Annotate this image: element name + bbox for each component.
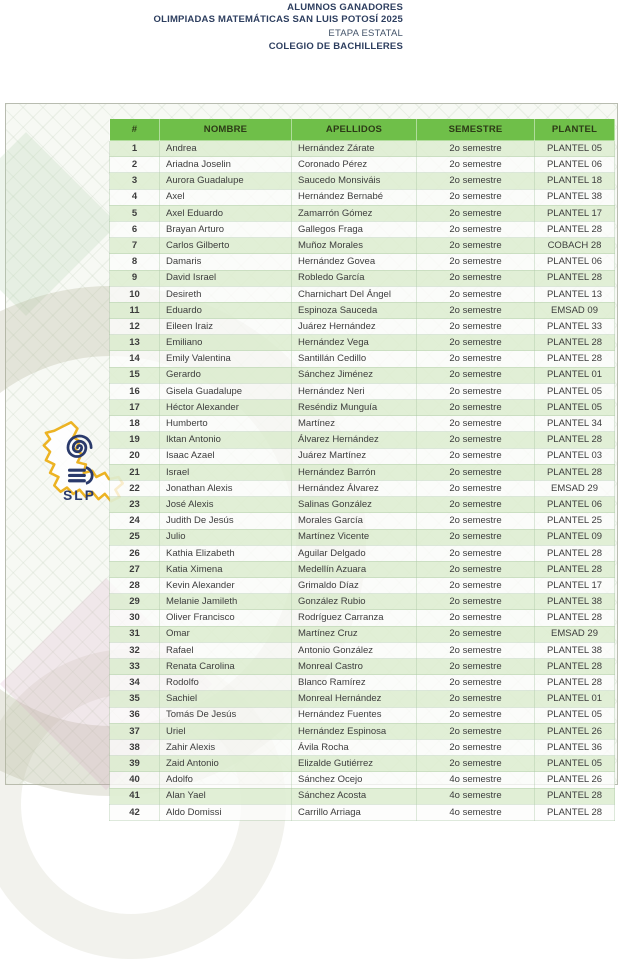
col-header-apellidos: APELLIDOS [292, 119, 417, 141]
table-row [110, 707, 615, 723]
rank-cell: 42 [110, 804, 160, 820]
plantel-cell: PLANTEL 05 [535, 383, 615, 399]
rank-cell: 22 [110, 480, 160, 496]
table-row [110, 513, 615, 529]
rank-cell: 40 [110, 772, 160, 788]
rank-cell: 33 [110, 659, 160, 675]
nombre-cell: Andrea [160, 141, 292, 157]
nombre-cell: David Israel [160, 270, 292, 286]
semestre-cell: 2o semestre [417, 497, 535, 513]
col-header-semestre: SEMESTRE [417, 119, 535, 141]
table-row [110, 545, 615, 561]
plantel-cell: PLANTEL 28 [535, 804, 615, 820]
rank-cell: 10 [110, 286, 160, 302]
semestre-cell: 2o semestre [417, 723, 535, 739]
nombre-cell: Iktan Antonio [160, 432, 292, 448]
col-header-nombre: NOMBRE [160, 119, 292, 141]
table-row [110, 804, 615, 820]
plantel-cell: PLANTEL 28 [535, 221, 615, 237]
plantel-cell: PLANTEL 09 [535, 529, 615, 545]
apellidos-cell: Sánchez Jiménez [292, 367, 417, 383]
semestre-cell: 2o semestre [417, 400, 535, 416]
table-row [110, 221, 615, 237]
plantel-cell: PLANTEL 18 [535, 173, 615, 189]
plantel-cell: PLANTEL 28 [535, 432, 615, 448]
semestre-cell: 2o semestre [417, 448, 535, 464]
apellidos-cell: Aguilar Delgado [292, 545, 417, 561]
rank-cell: 13 [110, 335, 160, 351]
table-row [110, 772, 615, 788]
table-row [110, 448, 615, 464]
rank-cell: 35 [110, 691, 160, 707]
table-row [110, 302, 615, 318]
semestre-cell: 4o semestre [417, 772, 535, 788]
semestre-cell: 2o semestre [417, 383, 535, 399]
semestre-cell: 2o semestre [417, 189, 535, 205]
plantel-cell: PLANTEL 26 [535, 772, 615, 788]
apellidos-cell: Reséndiz Munguía [292, 400, 417, 416]
header-row [110, 119, 615, 141]
nombre-cell: Omar [160, 626, 292, 642]
rank-cell: 26 [110, 545, 160, 561]
semestre-cell: 2o semestre [417, 513, 535, 529]
plantel-cell: PLANTEL 05 [535, 707, 615, 723]
nombre-cell: Zaid Antonio [160, 756, 292, 772]
table-row [110, 367, 615, 383]
semestre-cell: 2o semestre [417, 221, 535, 237]
semestre-cell: 2o semestre [417, 675, 535, 691]
apellidos-cell: Hernández Álvarez [292, 480, 417, 496]
rank-cell: 12 [110, 319, 160, 335]
semestre-cell: 2o semestre [417, 545, 535, 561]
apellidos-cell: Gallegos Fraga [292, 221, 417, 237]
rank-cell: 39 [110, 756, 160, 772]
table-row [110, 335, 615, 351]
nombre-cell: Humberto [160, 416, 292, 432]
plantel-cell: PLANTEL 25 [535, 513, 615, 529]
rank-cell: 7 [110, 238, 160, 254]
nombre-cell: Brayan Arturo [160, 221, 292, 237]
rank-cell: 15 [110, 367, 160, 383]
semestre-cell: 4o semestre [417, 804, 535, 820]
table-row [110, 578, 615, 594]
apellidos-cell: Medellín Azuara [292, 561, 417, 577]
table-row [110, 659, 615, 675]
semestre-cell: 2o semestre [417, 432, 535, 448]
rank-cell: 37 [110, 723, 160, 739]
plantel-cell: PLANTEL 28 [535, 270, 615, 286]
table-row [110, 238, 615, 254]
rank-cell: 18 [110, 416, 160, 432]
semestre-cell: 2o semestre [417, 529, 535, 545]
apellidos-cell: Grimaldo Díaz [292, 578, 417, 594]
apellidos-cell: González Rubio [292, 594, 417, 610]
plantel-cell: PLANTEL 28 [535, 561, 615, 577]
plantel-cell: PLANTEL 03 [535, 448, 615, 464]
nombre-cell: Aldo Domissi [160, 804, 292, 820]
nombre-cell: Oliver Francisco [160, 610, 292, 626]
table-row [110, 157, 615, 173]
rank-cell: 2 [110, 157, 160, 173]
nombre-cell: Gisela Guadalupe [160, 383, 292, 399]
rank-cell: 6 [110, 221, 160, 237]
plantel-cell: PLANTEL 34 [535, 416, 615, 432]
semestre-cell: 2o semestre [417, 286, 535, 302]
nombre-cell: Rodolfo [160, 675, 292, 691]
rank-cell: 24 [110, 513, 160, 529]
rank-cell: 4 [110, 189, 160, 205]
nombre-cell: Eduardo [160, 302, 292, 318]
nombre-cell: Emiliano [160, 335, 292, 351]
table-row [110, 432, 615, 448]
semestre-cell: 4o semestre [417, 788, 535, 804]
plantel-cell: PLANTEL 13 [535, 286, 615, 302]
apellidos-cell: Sánchez Acosta [292, 788, 417, 804]
nombre-cell: Eileen Iraiz [160, 319, 292, 335]
table-row [110, 675, 615, 691]
table-row [110, 205, 615, 221]
rank-cell: 31 [110, 626, 160, 642]
table-row [110, 739, 615, 755]
rank-cell: 3 [110, 173, 160, 189]
apellidos-cell: Hernández Bernabé [292, 189, 417, 205]
apellidos-cell: Hernández Zárate [292, 141, 417, 157]
table-body [110, 141, 615, 821]
nombre-cell: Melanie Jamileth [160, 594, 292, 610]
nombre-cell: Gerardo [160, 367, 292, 383]
semestre-cell: 2o semestre [417, 594, 535, 610]
plantel-cell: PLANTEL 38 [535, 642, 615, 658]
plantel-cell: PLANTEL 33 [535, 319, 615, 335]
plantel-cell: PLANTEL 17 [535, 205, 615, 221]
apellidos-cell: Hernández Barrón [292, 464, 417, 480]
semestre-cell: 2o semestre [417, 480, 535, 496]
table-row [110, 788, 615, 804]
plantel-cell: PLANTEL 01 [535, 691, 615, 707]
apellidos-cell: Hernández Vega [292, 335, 417, 351]
apellidos-cell: Santillán Cedillo [292, 351, 417, 367]
rank-cell: 41 [110, 788, 160, 804]
nombre-cell: José Alexis [160, 497, 292, 513]
plantel-cell: PLANTEL 06 [535, 497, 615, 513]
title-line-3: ETAPA ESTATAL [328, 28, 403, 39]
title-line-1: ALUMNOS GANADORES [287, 2, 403, 13]
plantel-cell: PLANTEL 28 [535, 610, 615, 626]
rank-cell: 27 [110, 561, 160, 577]
table-row [110, 319, 615, 335]
rank-cell: 1 [110, 141, 160, 157]
table-row [110, 464, 615, 480]
semestre-cell: 2o semestre [417, 642, 535, 658]
rank-cell: 32 [110, 642, 160, 658]
rank-cell: 23 [110, 497, 160, 513]
title-line-2: OLIMPIADAS MATEMÁTICAS SAN LUIS POTOSÍ 2025 [153, 14, 403, 25]
semestre-cell: 2o semestre [417, 302, 535, 318]
semestre-cell: 2o semestre [417, 659, 535, 675]
plantel-cell: PLANTEL 26 [535, 723, 615, 739]
watermark-green-diamond [0, 132, 118, 316]
semestre-cell: 2o semestre [417, 610, 535, 626]
rank-cell: 38 [110, 739, 160, 755]
semestre-cell: 2o semestre [417, 626, 535, 642]
semestre-cell: 2o semestre [417, 270, 535, 286]
nombre-cell: Kathia Elizabeth [160, 545, 292, 561]
table-row [110, 691, 615, 707]
rank-cell: 29 [110, 594, 160, 610]
nombre-cell: Tomás De Jesús [160, 707, 292, 723]
apellidos-cell: Blanco Ramírez [292, 675, 417, 691]
apellidos-cell: Monreal Hernández [292, 691, 417, 707]
plantel-cell: PLANTEL 28 [535, 464, 615, 480]
semestre-cell: 2o semestre [417, 367, 535, 383]
nombre-cell: Héctor Alexander [160, 400, 292, 416]
semestre-cell: 2o semestre [417, 707, 535, 723]
table-row [110, 254, 615, 270]
rank-cell: 34 [110, 675, 160, 691]
plantel-cell: PLANTEL 28 [535, 788, 615, 804]
table-row [110, 626, 615, 642]
apellidos-cell: Juárez Hernández [292, 319, 417, 335]
apellidos-cell: Zamarrón Gómez [292, 205, 417, 221]
nombre-cell: Israel [160, 464, 292, 480]
plantel-cell: PLANTEL 17 [535, 578, 615, 594]
plantel-cell: PLANTEL 28 [535, 675, 615, 691]
nombre-cell: Emily Valentina [160, 351, 292, 367]
rank-cell: 30 [110, 610, 160, 626]
rank-cell: 19 [110, 432, 160, 448]
semestre-cell: 2o semestre [417, 578, 535, 594]
logo-text: SLP [63, 488, 97, 504]
rank-cell: 28 [110, 578, 160, 594]
plantel-cell: PLANTEL 28 [535, 659, 615, 675]
semestre-cell: 2o semestre [417, 561, 535, 577]
table-row [110, 642, 615, 658]
table-row [110, 383, 615, 399]
table-row [110, 723, 615, 739]
plantel-cell: PLANTEL 05 [535, 400, 615, 416]
nombre-cell: Desireth [160, 286, 292, 302]
document-header [0, 2, 403, 53]
nombre-cell: Sachiel [160, 691, 292, 707]
plantel-cell: PLANTEL 01 [535, 367, 615, 383]
apellidos-cell: Saucedo Monsiváis [292, 173, 417, 189]
apellidos-cell: Martínez Cruz [292, 626, 417, 642]
rank-cell: 25 [110, 529, 160, 545]
table-row [110, 351, 615, 367]
plantel-cell: EMSAD 29 [535, 480, 615, 496]
semestre-cell: 2o semestre [417, 739, 535, 755]
apellidos-cell: Martínez Vicente [292, 529, 417, 545]
nombre-cell: Jonathan Alexis [160, 480, 292, 496]
rank-cell: 16 [110, 383, 160, 399]
nombre-cell: Kevin Alexander [160, 578, 292, 594]
rank-cell: 14 [110, 351, 160, 367]
table-row [110, 480, 615, 496]
plantel-cell: PLANTEL 36 [535, 739, 615, 755]
rank-cell: 9 [110, 270, 160, 286]
table-row [110, 400, 615, 416]
apellidos-cell: Ávila Rocha [292, 739, 417, 755]
col-header-rank: # [110, 119, 160, 141]
nombre-cell: Renata Carolina [160, 659, 292, 675]
table-row [110, 529, 615, 545]
table-row [110, 270, 615, 286]
nombre-cell: Isaac Azael [160, 448, 292, 464]
apellidos-cell: Rodríguez Carranza [292, 610, 417, 626]
apellidos-cell: Morales García [292, 513, 417, 529]
nombre-cell: Alan Yael [160, 788, 292, 804]
plantel-cell: PLANTEL 38 [535, 189, 615, 205]
apellidos-cell: Monreal Castro [292, 659, 417, 675]
nombre-cell: Adolfo [160, 772, 292, 788]
title-line-4: COLEGIO DE BACHILLERES [268, 41, 403, 52]
rank-cell: 21 [110, 464, 160, 480]
apellidos-cell: Antonio González [292, 642, 417, 658]
nombre-cell: Carlos Gilberto [160, 238, 292, 254]
nombre-cell: Damaris [160, 254, 292, 270]
table-row [110, 189, 615, 205]
plantel-cell: COBACH 28 [535, 238, 615, 254]
plantel-cell: PLANTEL 28 [535, 335, 615, 351]
table-row [110, 756, 615, 772]
plantel-cell: EMSAD 09 [535, 302, 615, 318]
apellidos-cell: Espinoza Sauceda [292, 302, 417, 318]
semestre-cell: 2o semestre [417, 254, 535, 270]
rank-cell: 36 [110, 707, 160, 723]
apellidos-cell: Muñoz Morales [292, 238, 417, 254]
plantel-cell: PLANTEL 38 [535, 594, 615, 610]
rank-cell: 20 [110, 448, 160, 464]
semestre-cell: 2o semestre [417, 691, 535, 707]
winners-table [109, 119, 615, 821]
plantel-cell: PLANTEL 05 [535, 756, 615, 772]
plantel-cell: EMSAD 29 [535, 626, 615, 642]
apellidos-cell: Hernández Govea [292, 254, 417, 270]
nombre-cell: Axel [160, 189, 292, 205]
rank-cell: 5 [110, 205, 160, 221]
plantel-cell: PLANTEL 06 [535, 254, 615, 270]
apellidos-cell: Elizalde Gutiérrez [292, 756, 417, 772]
semestre-cell: 2o semestre [417, 157, 535, 173]
apellidos-cell: Salinas González [292, 497, 417, 513]
apellidos-cell: Carrillo Arriaga [292, 804, 417, 820]
nombre-cell: Zahir Alexis [160, 739, 292, 755]
apellidos-cell: Coronado Pérez [292, 157, 417, 173]
semestre-cell: 2o semestre [417, 205, 535, 221]
table-row [110, 594, 615, 610]
apellidos-cell: Sánchez Ocejo [292, 772, 417, 788]
apellidos-cell: Hernández Neri [292, 383, 417, 399]
apellidos-cell: Robledo García [292, 270, 417, 286]
plantel-cell: PLANTEL 28 [535, 351, 615, 367]
semestre-cell: 2o semestre [417, 416, 535, 432]
nombre-cell: Katia Ximena [160, 561, 292, 577]
table-row [110, 173, 615, 189]
table-row [110, 561, 615, 577]
semestre-cell: 2o semestre [417, 141, 535, 157]
semestre-cell: 2o semestre [417, 335, 535, 351]
table-header [110, 119, 615, 141]
semestre-cell: 2o semestre [417, 238, 535, 254]
semestre-cell: 2o semestre [417, 464, 535, 480]
table-row [110, 416, 615, 432]
content-box [5, 103, 618, 818]
nombre-cell: Rafael [160, 642, 292, 658]
table-row [110, 610, 615, 626]
semestre-cell: 2o semestre [417, 351, 535, 367]
table-row [110, 286, 615, 302]
apellidos-cell: Hernández Espinosa [292, 723, 417, 739]
nombre-cell: Ariadna Joselin [160, 157, 292, 173]
plantel-cell: PLANTEL 05 [535, 141, 615, 157]
nombre-cell: Judith De Jesús [160, 513, 292, 529]
nombre-cell: Aurora Guadalupe [160, 173, 292, 189]
apellidos-cell: Juárez Martínez [292, 448, 417, 464]
nombre-cell: Julio [160, 529, 292, 545]
semestre-cell: 2o semestre [417, 756, 535, 772]
semestre-cell: 2o semestre [417, 319, 535, 335]
col-header-plantel: PLANTEL [535, 119, 615, 141]
plantel-cell: PLANTEL 06 [535, 157, 615, 173]
rank-cell: 11 [110, 302, 160, 318]
apellidos-cell: Charnichart Del Ángel [292, 286, 417, 302]
table-row [110, 141, 615, 157]
rank-cell: 17 [110, 400, 160, 416]
apellidos-cell: Martínez [292, 416, 417, 432]
table-row [110, 497, 615, 513]
plantel-cell: PLANTEL 28 [535, 545, 615, 561]
nombre-cell: Axel Eduardo [160, 205, 292, 221]
apellidos-cell: Hernández Fuentes [292, 707, 417, 723]
semestre-cell: 2o semestre [417, 173, 535, 189]
apellidos-cell: Álvarez Hernández [292, 432, 417, 448]
nombre-cell: Uriel [160, 723, 292, 739]
rank-cell: 8 [110, 254, 160, 270]
